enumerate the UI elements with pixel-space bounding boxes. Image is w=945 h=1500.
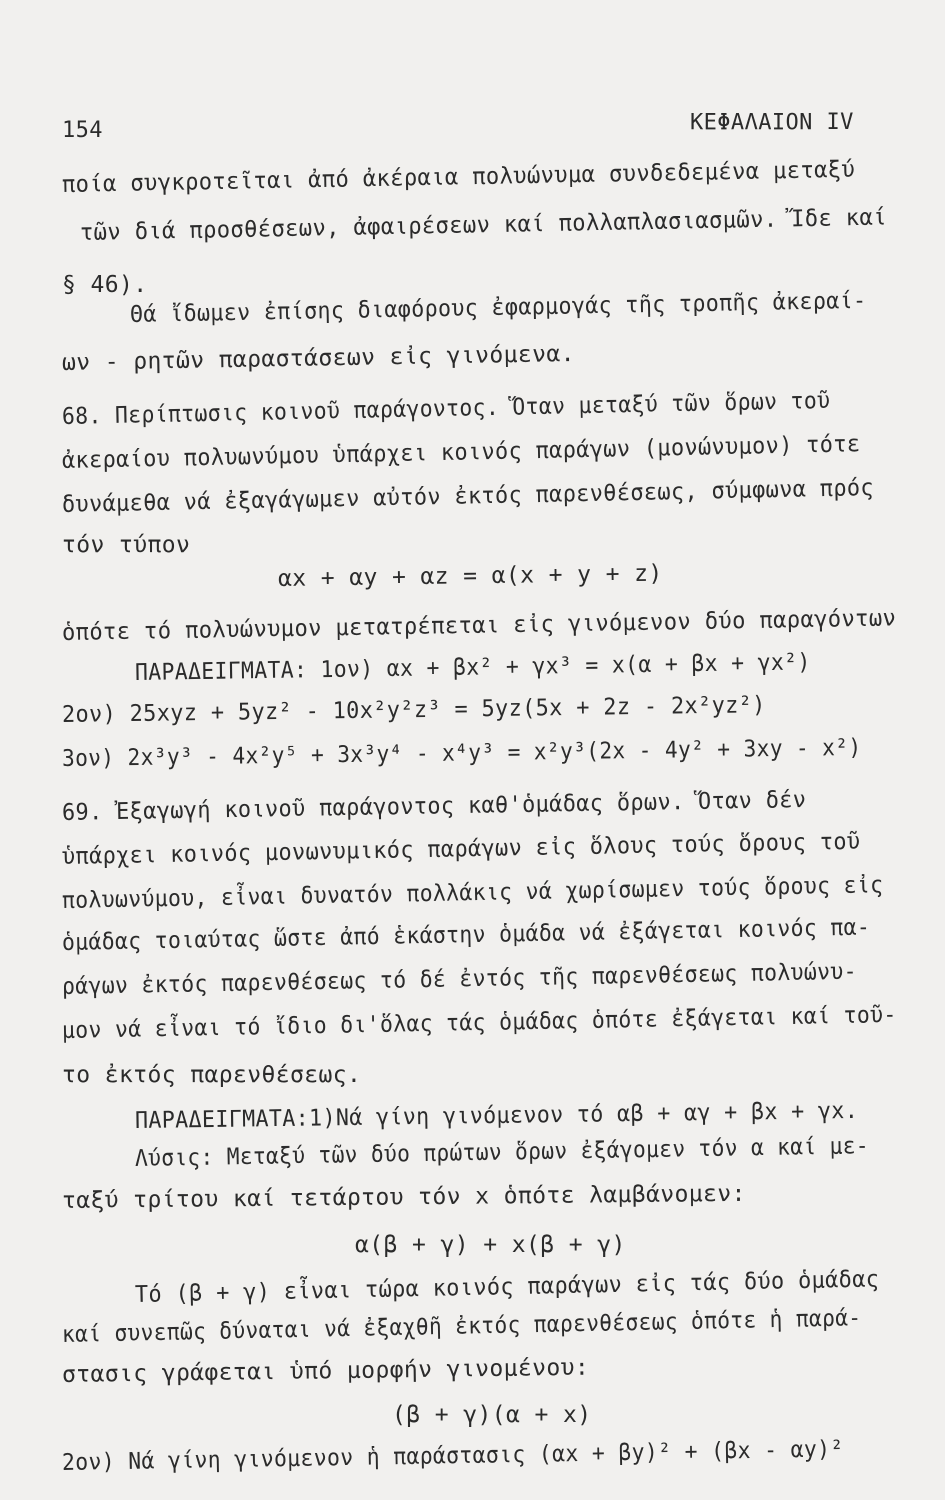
example-2: 2ον) 25xyz + 5yz² - 10x²y²z³ = 5yz(5x + 2z - 2x²yz²): [61, 692, 766, 728]
text-line: ἀκεραίου πολυωνύμου ὑπάρχει κοινός παράγων (μονώνυμον) τότε: [61, 431, 861, 474]
text-line: ὑπάρχει κοινός μονωνυμικός παράγων εἰς ὅλους τούς ὅρους τοῦ: [61, 828, 861, 870]
text-line: ταξύ τρίτου καί τετάρτου τόν x ὁπότε λαμβάνομεν:: [61, 1180, 746, 1214]
text-line: στασις γράφεται ὑπό μορφήν γινομένου:: [61, 1354, 590, 1388]
text-line: ράγων ἐκτός παρενθέσεως τό δέ ἐντός τῆς παρενθέσεως πολυώνυ-: [61, 958, 858, 1000]
text-line: ποία συγκροτεῖται ἀπό ἀκέραια πολυώνυμα συνδεδεμένα μεταξύ: [61, 156, 856, 198]
formula: αx + αy + αz = α(x + y + z): [277, 560, 663, 592]
text-line: ὁμάδας τοιαύτας ὥστε ἀπό ἑκάστην ὁμάδα νά ἐξάγεται κοινός πα-: [61, 914, 871, 956]
text-line: 2ον) Νά γίνη γινόμενον ἡ παράστασις (αx + βy)² + (βx - αy)²: [61, 1436, 844, 1476]
example-3: 3ον) 2x³y³ - 4x²y⁵ + 3x³y⁴ - x⁴y³ = x²y³(2x - 4y² + 3xy - x²): [61, 734, 862, 772]
formula: α(β + γ) + x(β + γ): [355, 1232, 626, 1258]
section-68-heading: 68. Περίπτωσις κοινοῦ παράγοντος. Ὅταν μεταξύ τῶν ὅρων τοῦ: [61, 387, 831, 430]
text-line: Θά ἴδωμεν ἐπίσης διαφόρους ἐφαρμογάς τῆς τροπῆς ἀκεραί-: [129, 287, 867, 328]
text-line: τῶν διά προσθέσεων, ἀφαιρέσεων καί πολλαπλασιασμῶν. Ἴδε καί: [79, 204, 888, 246]
text-line: § 46).: [62, 272, 148, 298]
solution-line: Λύσις: Μεταξύ τῶν δύο πρώτων ὅρων ἐξάγομεν τόν α καί με-: [134, 1133, 870, 1172]
chapter-heading: ΚΕΦΑΛΑΙΟΝ IV: [690, 110, 854, 135]
text-line: πολυωνύμου, εἶναι δυνατόν πολλάκις νά χωρίσωμεν τούς ὅρους εἰς: [61, 872, 884, 914]
text-line: Τό (β + γ) εἶναι τώρα κοινός παράγων εἰς τάς δύο ὁμάδας: [134, 1266, 880, 1308]
example-heading: ΠΑΡΑΔΕΙΓΜΑΤΑ:1)Νά γίνη γινόμενον τό αβ + αγ + βx + γx.: [134, 1097, 859, 1134]
example-1: ΠΑΡΑΔΕΙΓΜΑΤΑ: 1ον) αx + βx² + γx³ = x(α + βx + γx²): [134, 649, 811, 686]
page-number: 154: [62, 118, 103, 143]
text-line: τόν τύπον: [62, 532, 191, 558]
text-line: ων - ρητῶν παραστάσεων εἰς γινόμενα.: [61, 341, 576, 376]
text-line: καί συνεπῶς δύναται νά ἐξαχθῆ ἐκτός παρενθέσεως ὁπότε ἡ παρά-: [61, 1305, 862, 1348]
text-line: δυνάμεθα νά ἐξαγάγωμεν αὐτόν ἐκτός παρενθέσεως, σύμφωνα πρός: [61, 474, 875, 518]
section-69-heading: 69. Ἐξαγωγή κοινοῦ παράγοντος καθ'ὁμάδας ὅρων. Ὅταν δέν: [61, 787, 807, 826]
text-line: ὁπότε τό πολυώνυμον μετατρέπεται εἰς γινόμενον δύο παραγόντων: [61, 605, 897, 646]
text-line: μον νά εἶναι τό ἴδιο δι'ὅλας τάς ὁμάδας ὁπότε ἐξάγεται καί τοῦ-: [61, 1001, 897, 1044]
formula: (β + γ)(α + x): [392, 1402, 592, 1428]
text-line: το ἐκτός παρενθέσεως.: [62, 1062, 362, 1088]
